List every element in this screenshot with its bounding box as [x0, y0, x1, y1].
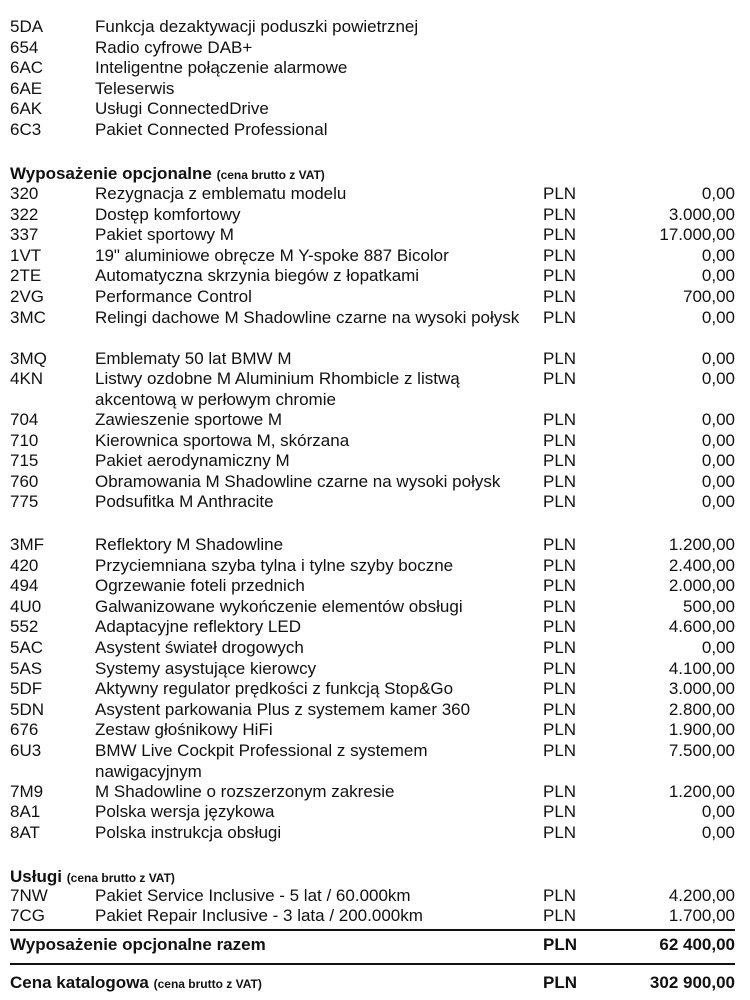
divider: [10, 929, 735, 931]
catalog-total-label: Cena katalogowa: [10, 973, 149, 992]
catalog-total-price: 302 900,00: [649, 973, 735, 992]
catalog-total-row: [10, 972, 735, 995]
optional-note: (cena brutto z VAT): [216, 168, 325, 182]
divider: [10, 963, 735, 965]
services-title: Usługi: [10, 867, 62, 886]
optional-total-price: 62 400,00: [659, 935, 735, 954]
catalog-total-note: (cena brutto z VAT): [153, 977, 262, 991]
services-note: (cena brutto z VAT): [66, 871, 175, 885]
catalog-total-currency: PLN: [543, 973, 577, 992]
services-heading: [10, 867, 175, 888]
optional-total-label: Wyposażenie opcjonalne razem: [10, 935, 266, 954]
optional-total-row: [10, 934, 735, 956]
optional-heading: [10, 164, 325, 185]
optional-title: Wyposażenie opcjonalne: [10, 164, 212, 183]
optional-total-currency: PLN: [543, 935, 577, 954]
